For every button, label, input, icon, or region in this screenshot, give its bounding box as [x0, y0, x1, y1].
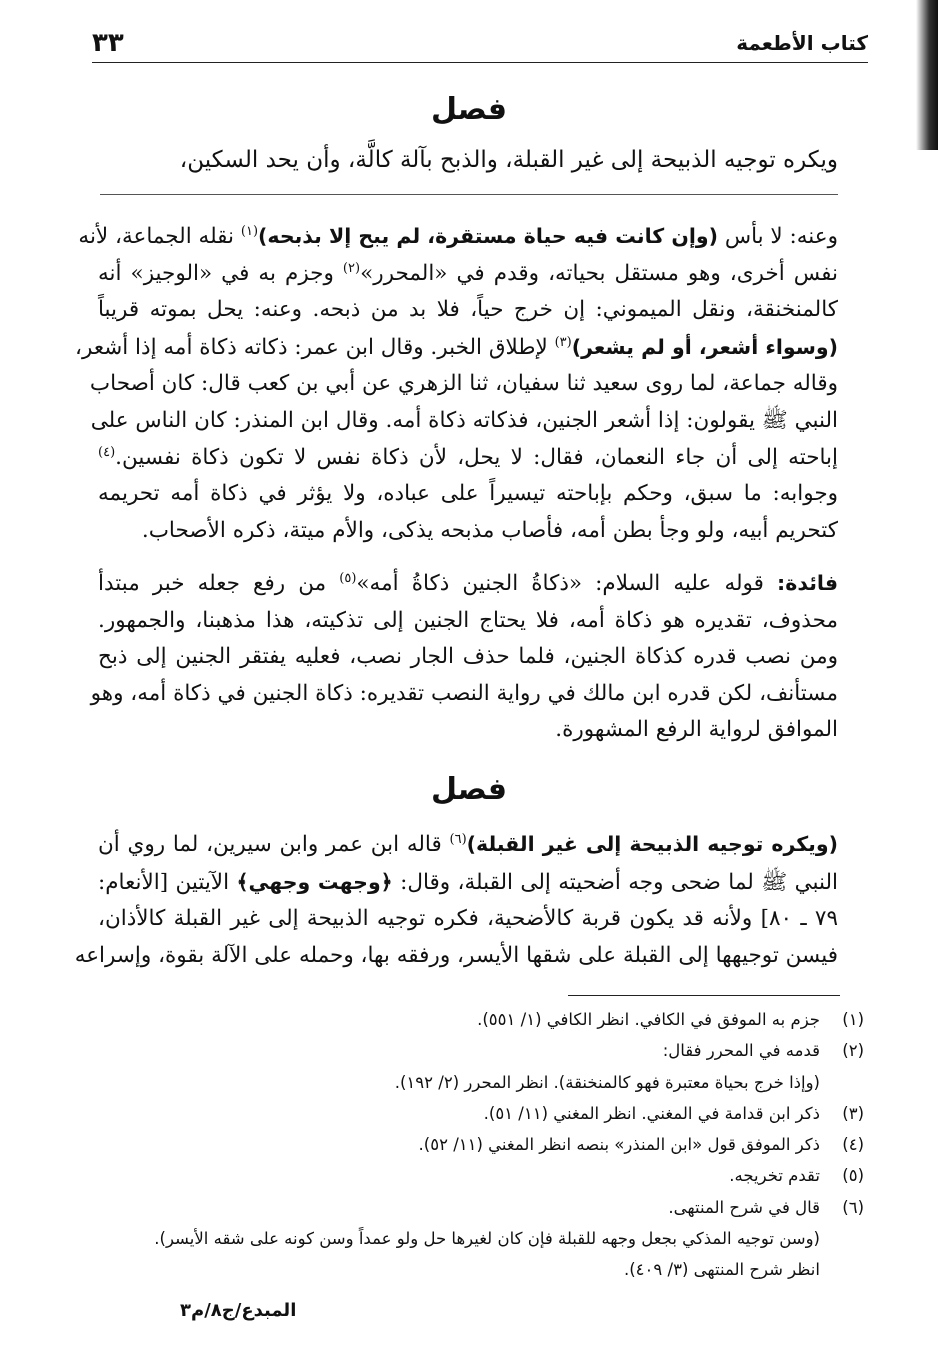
footnote-rule [568, 995, 840, 996]
text-line: كالمنخنقة، ونقل الميموني: إن خرج حياً، فلا بد من ذبحه. وعنه: يحل بموته قريباً [98, 297, 838, 323]
text-line: وقاله جماعة، لما روى سعيد ثنا سفيان، ثنا الزهري عن أبي بن كعب قال: كان أصحاب [89, 371, 838, 397]
footnote-ref: (٤) [98, 444, 116, 460]
footnote: (١) جزم به الموفق في الكافي. انظر الكافي (١/ ٥٥١). [477, 1010, 864, 1029]
text-line: إباحته إلى أن جاء النعمان، فقال: لا يحل، لأن ذكاة نفس لا تكون ذكاة نفسين.$^{(٤)}$ [98, 444, 838, 470]
section-heading-1: فصل [431, 92, 507, 127]
text-line: النبي ﷺ يقولون: إذا أشعر الجنين، فذكاته ذكاة أمه. وقال ابن المنذر: كان الناس على [90, 407, 838, 433]
footnotes [100, 1004, 864, 1286]
footnote-ref: (٣) [554, 334, 572, 350]
text-line: كتحريم أبيه، ولو وجأ بطن أمه، فأصاب مذبحه يذكى، والأم ميتة، ذكره الأصحاب. [141, 517, 838, 543]
quoted-matn: (وإن كانت فيه حياة مستقرة، لم يبح إلا بذبحه) [258, 224, 718, 248]
matn-rule [100, 194, 838, 195]
footnote: (٦) قال في شرح المنتهى. [668, 1197, 864, 1217]
text-line: فيسن توجيهها إلى القبلة على شقها الأيسر، ورفقه بها، وحمله على الآلة بقوة، وإسراعه [74, 942, 838, 968]
text-line: محذوف، تقديره هو ذكاة أمه، فلا يحتاج الجنين إلى تذكيته، هذا مذهبنا، والجمهور. [98, 607, 838, 633]
text-line: نفس أخرى، وهو مستقل بحياته، وقدم في «المحرر»$^{(٢)}$ وجزم به في «الوجيز» أنه [98, 260, 838, 286]
footnote: (٤) ذكر الموفق قول «ابن المنذر» بنصه انظر المغني (١١/ ٥٢). [418, 1135, 864, 1155]
commentary-paragraph-1 [75, 218, 838, 549]
footnote: (وإذا خرج بحياة معتبرة فهو كالمنخنقة). انظر المحرر (٢/ ١٩٢). [394, 1072, 820, 1092]
text-line: فائدة: قوله عليه السلام: «ذكاةُ الجنين ذكاةُ أمه»$^{(٥)}$ من رفع جعله خبر مبتدأ [98, 570, 839, 596]
page-number: ٣٣ [92, 28, 124, 58]
quran-quote: ﴿وجهت وجهي﴾ [236, 869, 393, 894]
footnote: (٢) قدمه في المحرر فقال: [662, 1041, 864, 1061]
footnote-continuation: انظر شرح المنتهى (٣/ ٤٠٩). [623, 1260, 820, 1280]
footnote: (٣) ذكر ابن قدامة في المغني. انظر المغني (١١/ ٥١). [483, 1103, 864, 1123]
commentary-paragraph-3 [74, 826, 838, 974]
quoted-matn: (ويكره توجيه الذبيحة إلى غير القبلة) [466, 832, 838, 856]
text-line: النبي ﷺ لما ضحى وجه أضحيته إلى القبلة، وقال: ﴿وجهت وجهي﴾ الآيتين [الأنعام: [98, 869, 838, 895]
quoted-matn: (وسواء أشعر، أو لم يشعر) [571, 334, 838, 359]
footnote-ref: (٦) [449, 831, 467, 847]
binding-shadow [916, 0, 938, 150]
footnote-ref: (١) [240, 223, 259, 239]
text-line: وعنه: لا بأس (وإن كانت فيه حياة مستقرة، لم يبح إلا بذبحه)$^{(١)}$ نقله الجماعة، لأنه [78, 223, 838, 249]
text-line: (وسواء أشعر، أو لم يشعر)$^{(٣)}$ لإطلاق الخبر. وقال ابن عمر: ذكاته ذكاة أمه إذا أشعر، [75, 334, 838, 360]
matn-text [100, 142, 838, 178]
footnote: (٥) تقدم تخريجه. [729, 1166, 864, 1186]
running-title: كتاب الأطعمة [736, 31, 868, 55]
text-line: الموافق لرواية الرفع المشهورة. [555, 717, 838, 743]
matn-line: ويكره توجيه الذبيحة إلى غير القبلة، والذبح بآلة كالَّة، وأن يحد السكين، [179, 147, 838, 173]
text-line: وجوابه: ما سبق، وحكم بإباحته تيسيراً على عباده، ولا يؤثر في ذكاة أمه تحريمه [98, 481, 838, 507]
printer-signature: المبدع/ج٨/م٣ [180, 1300, 297, 1321]
footnote-ref: (٢) [342, 260, 361, 276]
footnote-continuation: (وسن توجيه المذكي بجعل وجهه للقبلة فإن كان لغيرها حل ولو عمداً وسن كونه على شقه الأيسر). [154, 1229, 820, 1249]
text-line: (ويكره توجيه الذبيحة إلى غير القبلة)$^{(٦)}$ قاله ابن عمر وابن سيرين، لما روي أن [98, 831, 838, 857]
text-line: ٧٩ ـ ٨٠] ولأنه قد يكون قربة كالأضحية، فكره توجيه الذبيحة إلى غير القبلة كالأذان، [98, 906, 838, 932]
commentary-paragraph-2 [90, 565, 839, 749]
running-header [92, 28, 868, 63]
section-heading-2: فصل [431, 772, 507, 807]
footnote-ref: (٥) [339, 570, 357, 586]
note-label: فائدة: [777, 571, 839, 595]
text-line: مستأنف، لكن قدره ابن مالك في رواية النصب تقديره: ذكاة الجنين في ذكاة أمه، وهو [90, 680, 838, 706]
text-line: ومن نصب قدره كذكاة الجنين، فلما حذف الجار نصب، فعليه يفتقر الجنين إلى ذبح [98, 644, 838, 670]
